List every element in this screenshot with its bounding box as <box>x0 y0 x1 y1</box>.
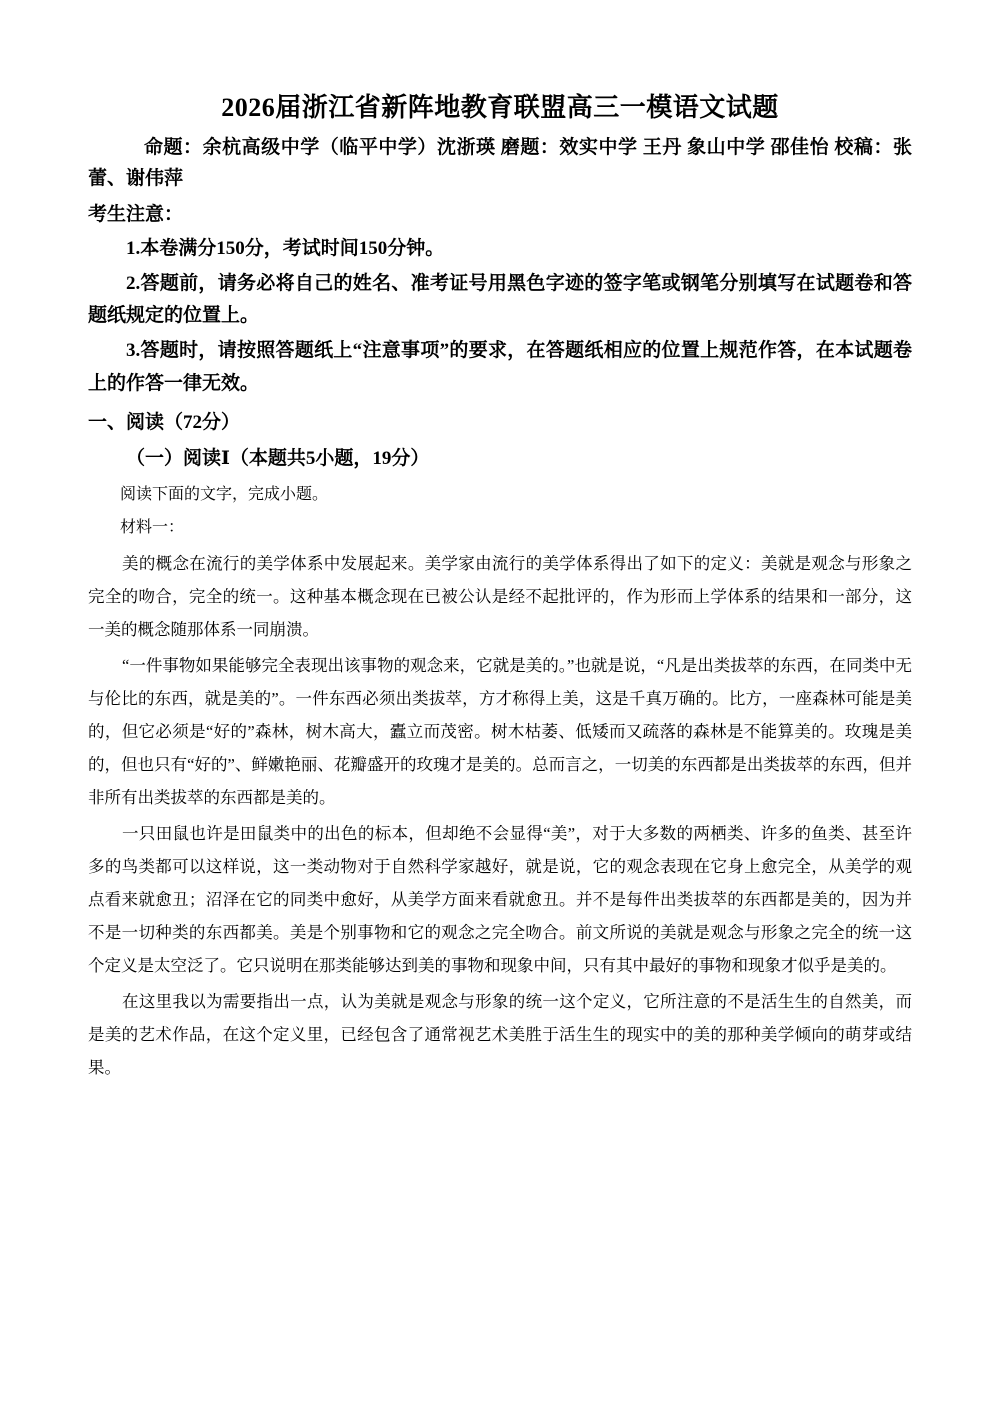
notice-item-2: 2.答题前，请务必将自己的姓名、准考证号用黑色字迹的签字笔或钢笔分别填写在试题卷和答题纸规定的位置上。 <box>88 272 912 327</box>
body-paragraph-4: 在这里我以为需要指出一点，认为美就是观念与形象的统一这个定义，它所注意的不是活生生的自然美，而是美的艺术作品，在这个定义里，已经包含了通常视艺术美胜于活生生的现实中的美的那种美学倾向的萌芽或结果。 <box>88 991 912 1077</box>
notice-item-1: 1.本卷满分150分，考试时间150分钟。 <box>126 237 445 259</box>
notice-heading: 考生注意： <box>88 203 184 225</box>
notice-item-3: 3.答题时，请按照答题纸上“注意事项”的要求，在答题纸相应的位置上规范作答，在本试题卷上的作答一律无效。 <box>88 339 912 394</box>
body-paragraph-2: “一件事物如果能够完全表现出该事物的观念来，它就是美的。”也就是说，“凡是出类拔萃的东西，在同类中无与伦比的东西，就是美的”。一件东西必须出类拔萃，方才称得上美，这是千真万确的。比方，一座森林可能是美的，但它必须是“好的”森林，树木高大，蠹立而茂密。树木枯萎、低矮而又疏落的森林是不能算美的。玫瑰是美的，但也只有“好的”、鲜嫩艳丽、花瓣盛开的玫瑰才是美的。总而言之，一切美的东西都是出类拔萃的东西，但并非所有出类拔萃的东西都是美的。 <box>88 655 912 807</box>
body-paragraph-3: 一只田鼠也许是田鼠类中的出色的标本，但却绝不会显得“美”，对于大多数的两栖类、许多的鱼类、甚至许多的鸟类都可以这样说，这一类动物对于自然科学家越好，就是说，它的观念表现在它身上愈完全，从美学的观点看来就愈丑；沼泽在它的同类中愈好，从美学方面来看就愈丑。并不是每件出类拔萃的东西都是美的，因为并不是一切种类的东西都美。美是个别事物和它的观念之完全吻合。前文所说的美就是观念与形象之完全的统一这个定义是太空泛了。它只说明在那类能够达到美的事物和现象中间，只有其中最好的事物和现象才似乎是美的。 <box>88 823 912 975</box>
credits-line: 命题：余杭高级中学（临平中学）沈浙瑛 磨题：效实中学 王丹 象山中学 邵佳怡 校稿：张蕾、谢伟萍 <box>88 137 912 189</box>
body-paragraph-1: 美的概念在流行的美学体系中发展起来。美学家由流行的美学体系得出了如下的定义：美就是观念与形象之完全的吻合，完全的统一。这种基本概念现在已被公认是经不起批评的，作为形而上学体系的结果和一部分，这一美的概念随那体系一同崩溃。 <box>88 553 912 639</box>
section-heading: 一、阅读（72分） <box>88 412 241 434</box>
page-title: 2026届浙江省新阵地教育联盟高三一模语文试题 <box>221 93 779 122</box>
material-label: 材料一： <box>120 519 185 537</box>
reading-instruction: 阅读下面的文字，完成小题。 <box>120 485 329 503</box>
subsection-heading: （一）阅读Ⅰ（本题共5小题，19分） <box>126 448 430 470</box>
